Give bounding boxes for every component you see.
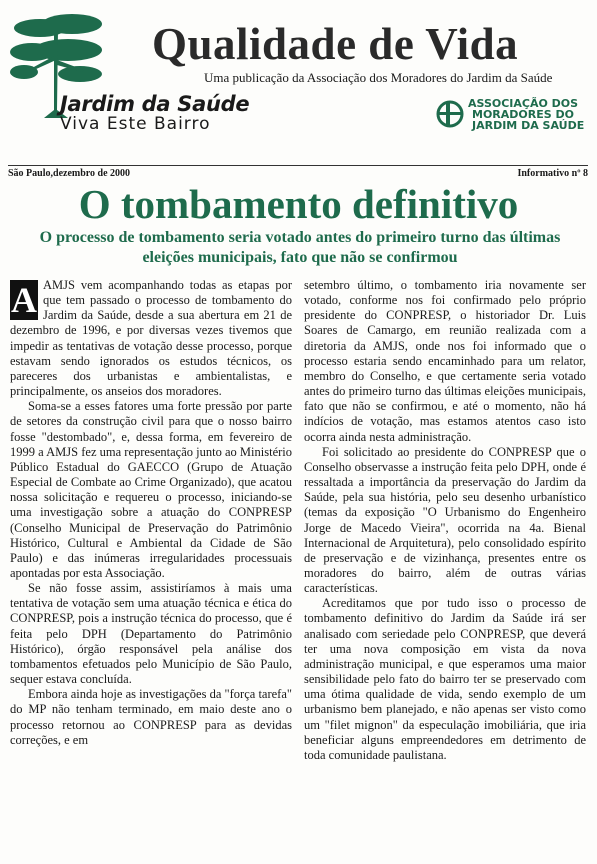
article-headline: O tombamento definitivo xyxy=(78,181,519,227)
association-line: ASSOCIAÇÃO DOS xyxy=(468,97,579,110)
association-logo xyxy=(436,98,586,138)
association-line: MORADORES DO xyxy=(472,108,574,121)
issue-number: Informativo nº 8 xyxy=(517,168,588,179)
issue-date: São Paulo,dezembro de 2000 xyxy=(8,168,131,179)
association-line: JARDIM DA SAÚDE xyxy=(472,119,585,132)
brand-slogan: Viva Este Bairro xyxy=(60,114,211,134)
paragraph-text: AMJS vem acompanhando todas as etapas por que tem passado o processo de tombamento do Jardim da Saúde, desde a sua abertura em 21 de dezembro de 1996, e por diversas vezes tivemos que impedir as tentativas de votação desse processo, porque estavam sendo ignorados os estudos técnicos, os pareceres dos urbanistas e ambientalistas, e principalmente, os anseios dos moradores. xyxy=(10,278,292,399)
article-paragraph: Foi solicitado ao presidente do CONPRESP que o Conselho observasse a instrução feita pelo DPH, onde é ressaltada a importância da preservação do Jardim da Saúde, pela sua história, pelo seu desenho urbanístico (temas da exposição "O Urbanismo do Engenheiro Jorge de Macedo Vieira", ocorrida na 4a. Bienal Internacional de Arquitetura), pelo consolidado espírito de preservação e de vizinhança, presentes entre os moradores do bairro, além de outras várias características. xyxy=(304,444,586,596)
association-name xyxy=(468,98,584,131)
article-paragraph: Acreditamos que por tudo isso o processo de tombamento definitivo do Jardim da Saúde irá ser analisado com seriedade pelo CONPRESP, que deverá ter uma nova composição em vista da nova administração municipal, e que esperamos uma maior sensibilidade pelo fato do bairro ter se preservado com uma ótima qualidade de vida, sendo exemplo de um urbanismo bem planejado, e não apenas ser visto como um "filet mignon" da especulação imobiliária, que iria beneficiar alguns empreendedores em detrimento de toda comunidade paulistana. xyxy=(304,596,586,762)
brand-name: Jardim da Saúde xyxy=(60,92,250,116)
article-paragraph: Soma-se a esses fatores uma forte pressão por parte de setores da construção civil para que o nosso bairro fosse "destombado", e, dessa forma, em fevereiro de 1999 a AMJS fez uma representação junto ao Ministério Público Estadual do GAECCO (Grupo de Atuação Especial de Combate ao Crime Organizado), que acatou nossa solicitação e requereu o processo, iniciando-se uma investigação sobre a atuação do CONPRESP (Conselho Municipal de Preservação do Patrimônio Histórico, Cultural e Ambiental da Cidade de São Paulo) e das inúmeras irregularidades processuais apontadas por esta Associação. xyxy=(10,399,292,580)
article-paragraph: Se não fosse assim, assistiríamos à mais uma tentativa de votação sem uma atuação técnica e ética do CONPRESP, pois a instrução técnica do processo, que é feita pelo DPH (Departamento do Patrimônio Histórico), órgão responsável pela análise dos tombamentos efetuados pelo Município de São Paulo, sequer estava concluída. xyxy=(10,581,292,687)
article-paragraph: setembro último, o tombamento iria novamente ser votado, conforme nos foi confirmado pelo próprio presidente do CONPRESP, o historiador Dr. Luis Soares de Camargo, em reunião realizada com a diretoria da AMJS, onde nos foi informado que o processo estaria sendo encaminhado para um relator, membro do Conselho, e que certamente seria votado antes do primeiro turno das últimas eleições municipais, fato que não se confirmou, e até o momento, não há indícios de votação, mas estamos atentos caso isto ocorra ainda nesta administração. xyxy=(304,278,586,444)
brand-block xyxy=(60,92,280,134)
publication-title: Qualidade de Vida xyxy=(152,19,519,69)
article-column-left xyxy=(10,278,292,748)
association-emblem-icon xyxy=(436,100,464,128)
article-column-right xyxy=(304,278,586,763)
publication-subtitle: Uma publicação da Associação dos Moradores do Jardim da Saúde xyxy=(204,70,553,85)
issue-meta xyxy=(8,165,588,179)
article-deck: O processo de tombamento seria votado antes do primeiro turno das últimas eleições municipais, fato que não se confirmou xyxy=(39,229,561,266)
drop-cap: A xyxy=(11,280,37,320)
article-paragraph: Embora ainda hoje as investigações da "força tarefa" do MP não tenham terminado, em maio deste ano o processo retornou ao CONPRESP para as devidas correções, e em xyxy=(10,687,292,747)
article-paragraph xyxy=(10,278,292,399)
masthead xyxy=(0,0,597,160)
